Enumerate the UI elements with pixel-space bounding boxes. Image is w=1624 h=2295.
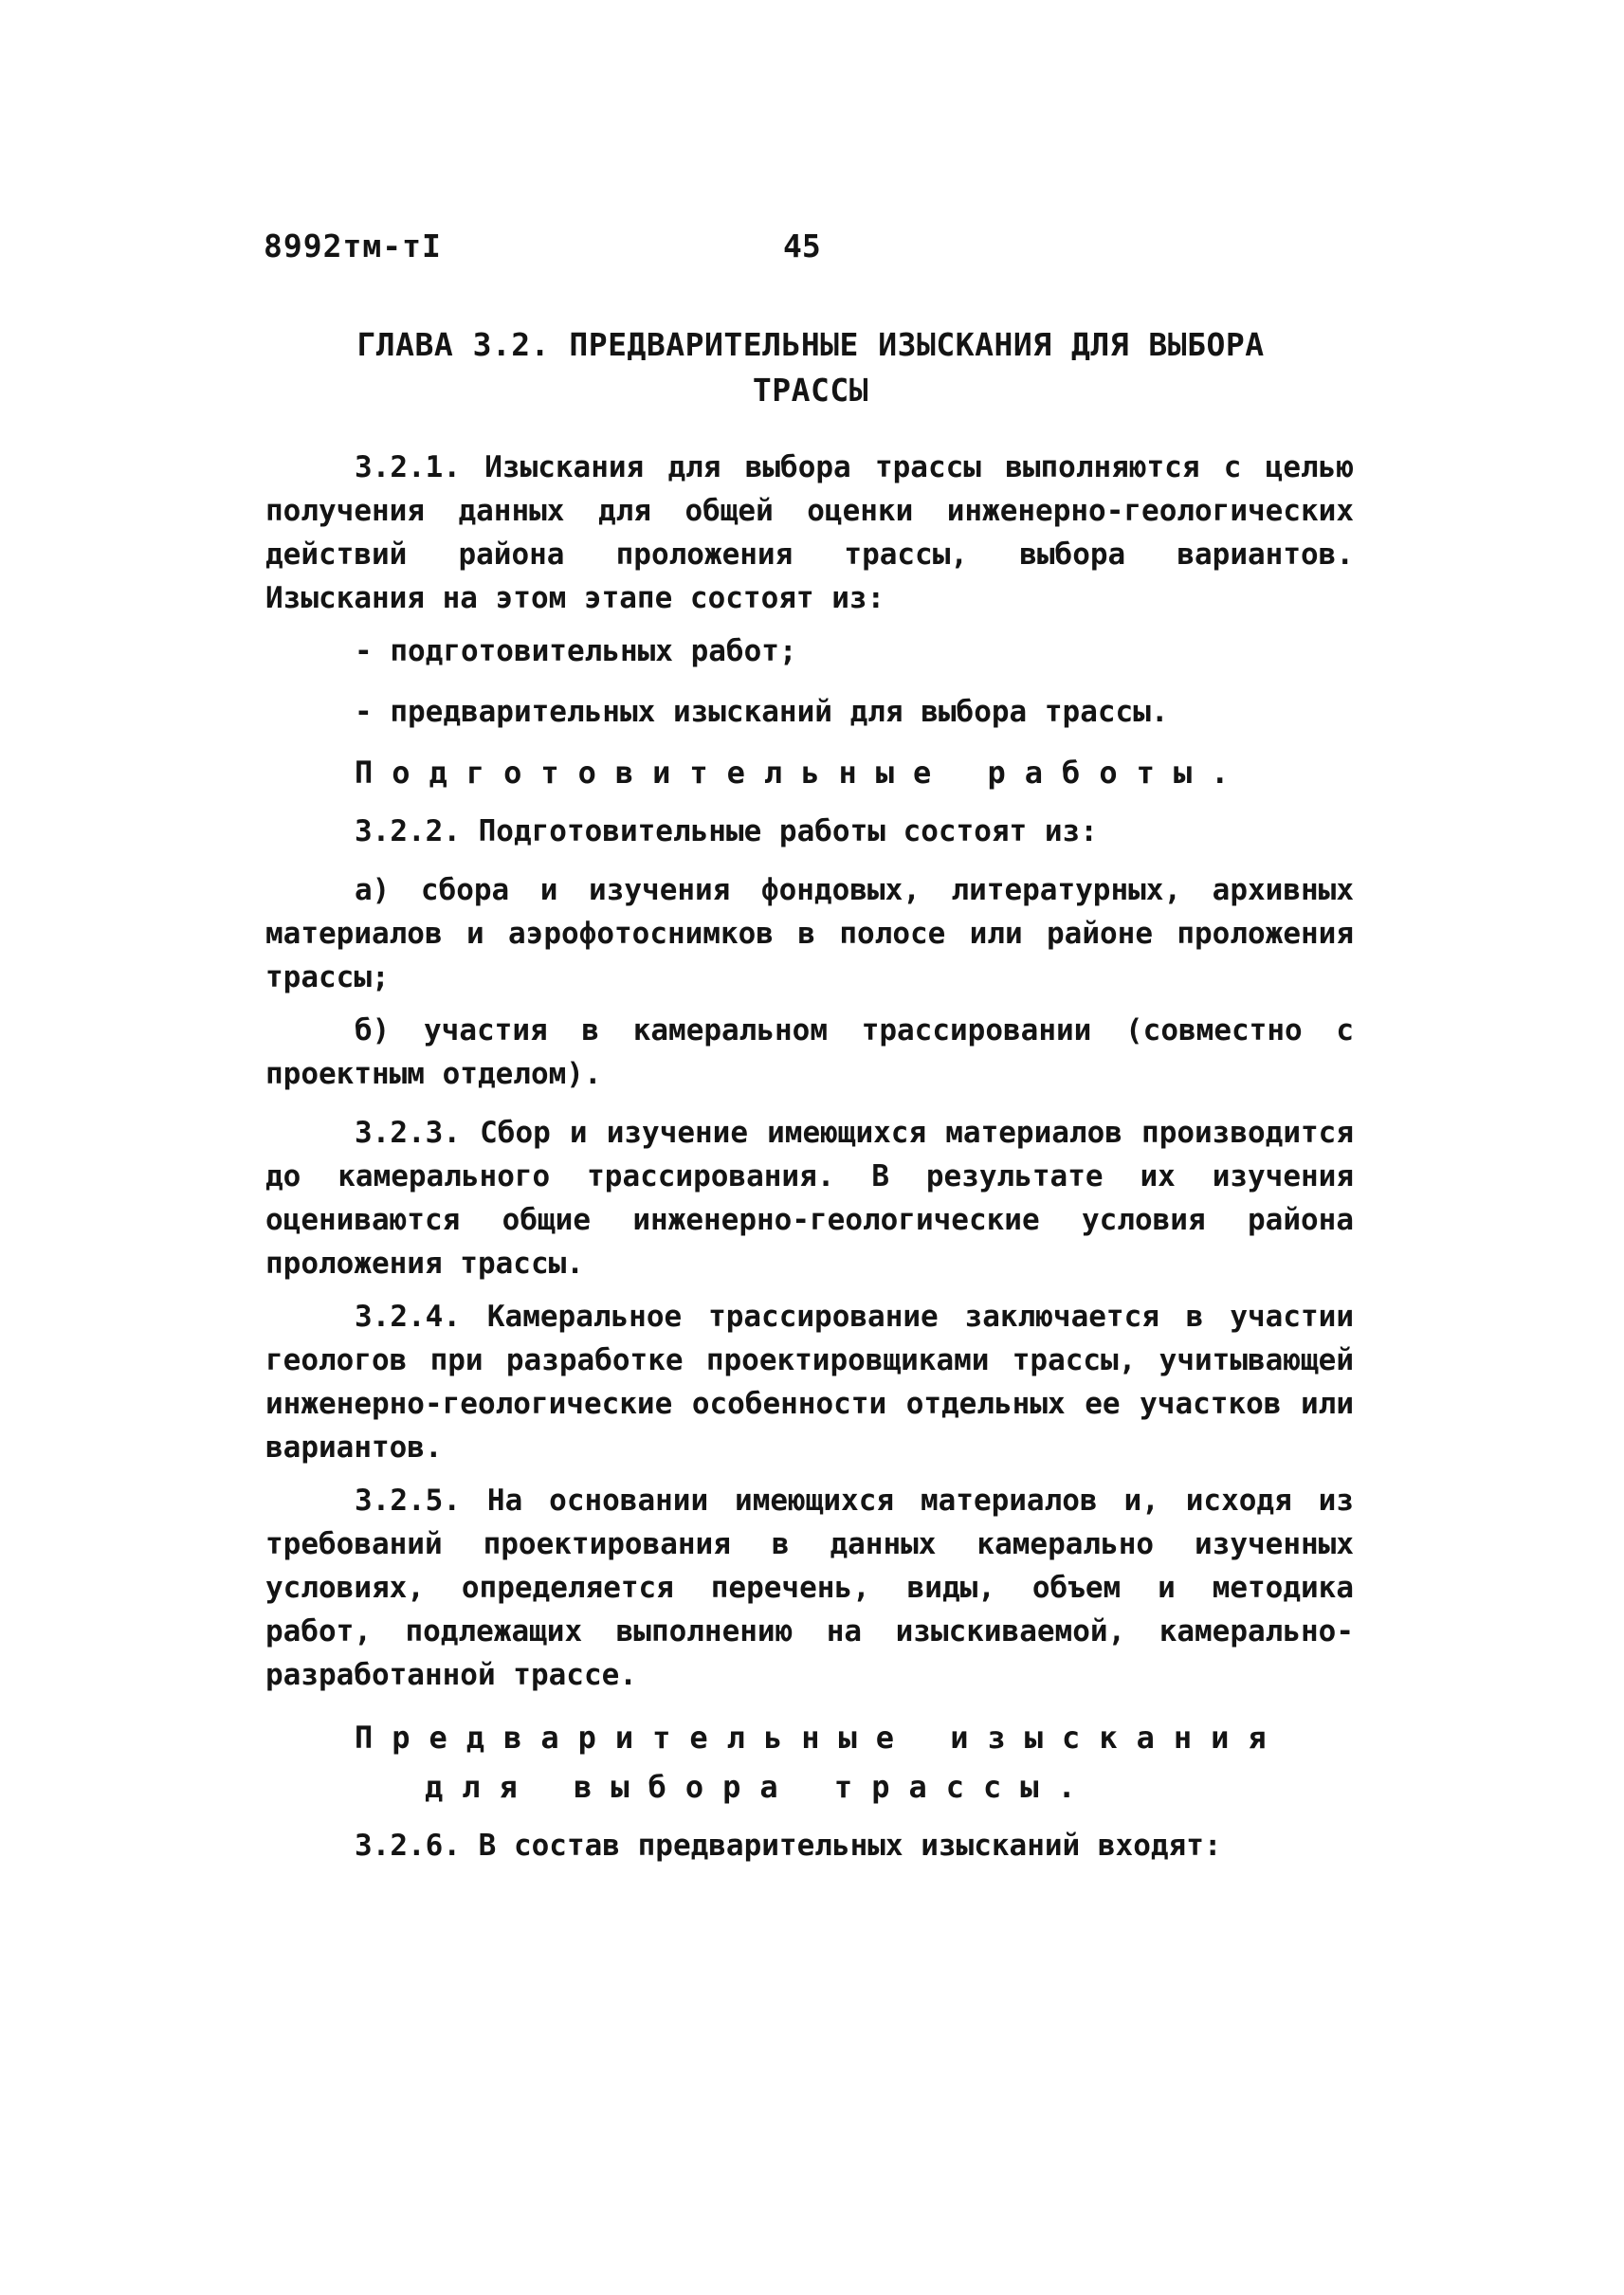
list-item-preparatory: - подготовительных работ;	[355, 634, 797, 668]
section-heading-preparatory: Подготовительные работы.	[355, 755, 1249, 791]
paragraph-3-2-2-a-text: а) сбора и изучения фондовых, литературных, архивных материалов и аэрофотоснимков в полосе или районе проложения трассы;	[265, 873, 1354, 994]
section-heading-preliminary-line-2: для выбора трассы.	[425, 1769, 1095, 1805]
paragraph-3-2-5-text: 3.2.5. На основании имеющихся материалов и, исходя из требований проектирования в данных камерально изученных условиях, определяется перечень, виды, объем и методика работ, подлежащих выполнению на изыскиваемой, камерально-разработанной трассе.	[265, 1484, 1354, 1692]
section-heading-preliminary-line-1: Предварительные изыскания	[355, 1720, 1286, 1756]
page-number: 45	[783, 228, 821, 264]
chapter-title-line-2: ТРАССЫ	[752, 372, 869, 409]
paragraph-3-2-1-text: 3.2.1. Изыскания для выбора трассы выполняются с целью получения данных для общей оценки инженерно-геологических действий района проложения трассы, выбора вариантов. Изыскания на этом этапе состоят из:	[265, 450, 1354, 615]
paragraph-3-2-3	[265, 1111, 1354, 1285]
paragraph-3-2-2-b-text: б) участия в камеральном трассировании (совместно с проектным отделом).	[265, 1013, 1354, 1091]
paragraph-3-2-4-text: 3.2.4. Камеральное трассирование заключается в участии геологов при разработке проектировщиками трассы, учитывающей инженерно-геологические особенности отдельных ее участков или вариантов.	[265, 1300, 1354, 1465]
list-item-preliminary: - предварительных изысканий для выбора трассы.	[355, 695, 1169, 729]
chapter-title	[265, 322, 1356, 413]
paragraph-3-2-4	[265, 1295, 1354, 1469]
paragraph-3-2-5	[265, 1479, 1354, 1697]
paragraph-3-2-3-text: 3.2.3. Сбор и изучение имеющихся материалов производится до камерального трассирования. В результате их изучения оцениваются общие инженерно-геологические условия района проложения трассы.	[265, 1116, 1354, 1281]
chapter-title-line-1: ГЛАВА 3.2. ПРЕДВАРИТЕЛЬНЫЕ ИЗЫСКАНИЯ ДЛЯ ВЫБОРА	[356, 326, 1265, 363]
paragraph-3-2-1	[265, 446, 1354, 620]
paragraph-3-2-2-b	[265, 1009, 1354, 1096]
paragraph-3-2-6: 3.2.6. В состав предварительных изысканий входят:	[355, 1829, 1222, 1863]
paragraph-3-2-2-a	[265, 868, 1354, 999]
document-code: 8992тм-тI	[264, 228, 442, 264]
paragraph-3-2-2: 3.2.2. Подготовительные работы состоят из:	[355, 814, 1098, 848]
